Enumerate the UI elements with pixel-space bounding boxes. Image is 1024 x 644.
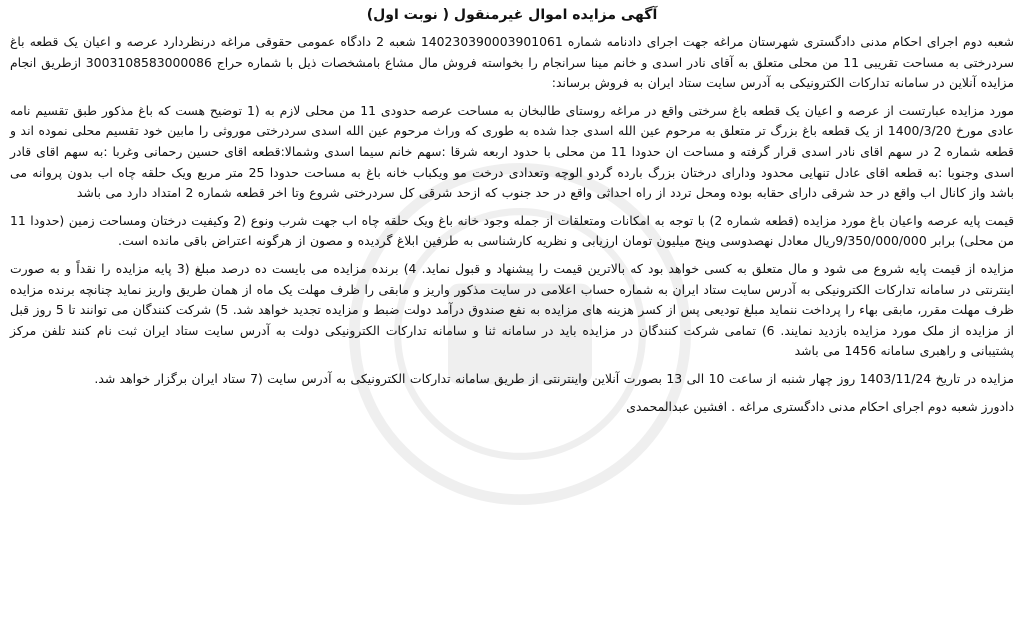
notice-item-2: قیمت پایه عرصه واعیان باغ مورد مزایده (قطعه شماره 2) با توجه به امکانات ومتعلقات از جمله وجود خانه باغ ویک حلقه چاه اب جهت شرب ونوع (2 وکیفیت درختان ومساحت زمین (حدودا 11 من محلی) برابر 9/350/000/000ریال معادل نهصدوسی وپنج میلیون تومان ارزیابی و نظریه کارشناسی به طرفین ابلاغ گردیده و مصون از هرگونه اعتراض باقی مانده است. xyxy=(10,212,1015,249)
notice-title: آگهی مزایده اموال غیرمنقول ( نوبت اول) xyxy=(366,7,658,23)
notice-item-1: مورد مزایده عبارتست از عرصه و اعیان یک قطعه باغ سرختی واقع در مراغه روستای طالبخان به مساحت عرصه حدودی 11 من محلی لازم به (1 توضیح هست که باغ مذکور طبق تقسیم نامه عادی مورخ 1400/3/20 از یک قطعه باغ بزرگ تر متعلق به مرحوم عین الله اسدی جدا شده به طوری که وراث مرحوم عین الله اسدی سردرختی موروثی را مابین خود تقسیم محلی نموده اند و قطعه شماره 2 در سهم اقای نادر اسدی قرار گرفته و مساحت ان حدودا 11 من محلی با حدود اربعه شرقا :سهم خانم سیما اسدی وشمالا:قطعه اقای حسین رحمانی وغربا :به سهم اقای قادر اسدی وجنوبا :به قطعه اقای عادل تنهایی محدود ودارای درختان بزرگ بارده گردو الوچه وتعدادی درخت مو ویکباب خانه باغ به مساحت حدودا 25 متر مربع ویک حلقه چاه اب بدون پروانه می باشد واز کانال اب واقع در حد شرقی دارای حقابه بوده ومحل تردد از راه احداثی واقع در حد جنوب که ازحد شرقی کل سردرختی شروع وتا اخر قطعه شماره 2 امتداد دارد می باشد xyxy=(10,102,1014,201)
notice-intro: شعبه دوم اجرای احکام مدنی دادگستری شهرستان مراغه جهت اجرای دادنامه شماره 140230390003901061 شعبه 2 دادگاه عمومی حقوقی مراغه درنظردارد عرصه و اعیان یک قطعه باغ سردرختی به مساحت تقریبی 11 من محلی متعلق به آقای نادر اسدی و خانم مینا سرانجام را بخواسته فروش مال مشاع بامشخصات ذیل با شماره حراج 3003108583000086 ازطریق انجام مزایده آنلاین در سامانه تدارکات الکترونیکی به آدرس سایت ستاد ایران به فروش برساند: xyxy=(10,34,1015,91)
notice-signature: دادورز شعبه دوم اجرای احکام مدنی دادگستری مراغه . افشین عبدالمحمدی xyxy=(626,398,1014,414)
notice-item-7: مزایده در تاریخ 1403/11/24 روز چهار شنبه از ساعت 10 الی 13 بصورت آنلاین واینترنتی از طریق سامانه تدارکات الکترونیکی به آدرس سایت (7 ستاد ایران برگزار خواهد شد. xyxy=(94,370,1014,386)
notice-items-3-to-6: مزایده از قیمت پایه شروع می شود و مال متعلق به کسی خواهد بود که بالاترین قیمت را پیشنهاد و قبول نماید. 4) برنده مزایده می بایست ده درصد مبلغ (3 پایه مزایده را نقداً و به صورت اینترنتی در سامانه تدارکات الکترونیکی به آدرس سایت ستاد ایران به شماره حساب اعلامی در سایت مذکور واریز و مابقی را ظرف مهلت یک ماه از همان طریق واریز نماید چنانچه برنده مزایده ظرف مهلت مقرر، مابقی بهاء را پرداخت ننماید مبلغ تودیعی پس از کسر هزینه های مزایده به نفع صندوق درآمد دولت ضبط و مزایده تجدید خواهد شد. 5) شرکت کنندگان می توانند تا 5 روز قبل از مزایده از ملک مورد مزایده بازدید نمایند. 6) تمامی شرکت کنندگان در مزایده باید در سامانه ثنا و سامانه تدارکات الکترونیکی دولت به آدرس سایت ستاد ایران ثبت نام کنند تلفن مرکز پشتیبانی و راهبری سامانه 1456 می باشد xyxy=(10,260,1015,359)
notice-page xyxy=(10,4,1014,640)
